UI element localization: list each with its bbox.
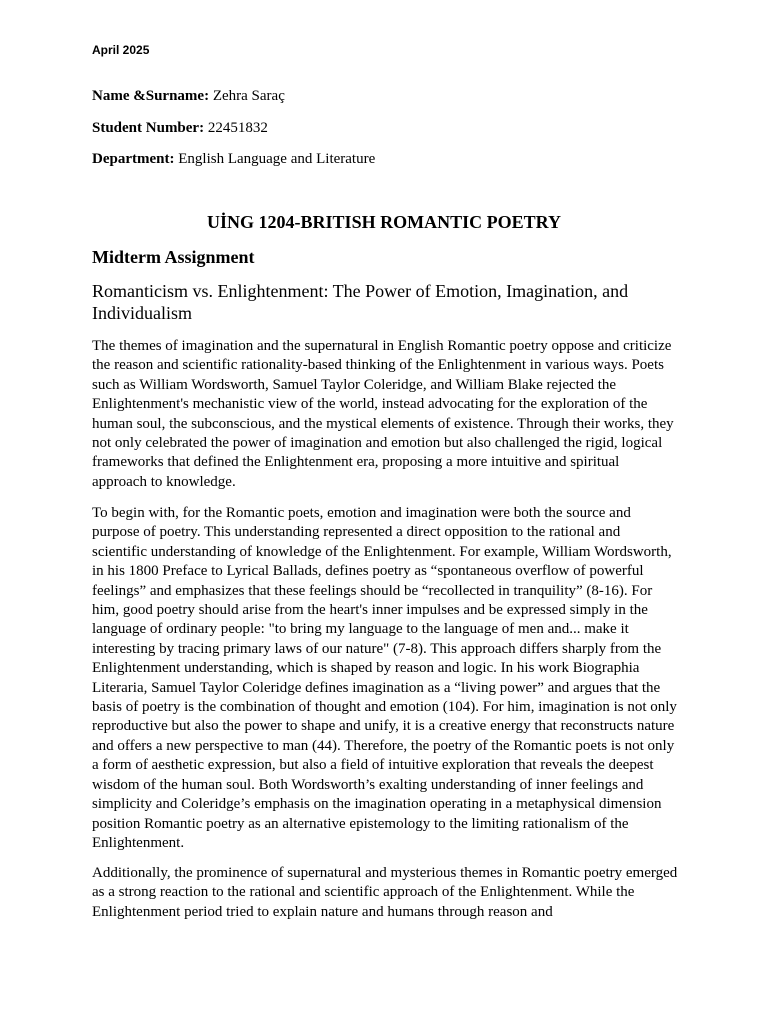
- course-title: UİNG 1204-BRITISH ROMANTIC POETRY: [207, 212, 561, 232]
- student-number-label: Student Number:: [92, 120, 205, 136]
- department-label: Department:: [92, 151, 175, 167]
- paragraph-2: To begin with, for the Romantic poets, emotion and imagination were both the source and purpose of poetry. This understanding represented a direct opposition to the rational and scientific understanding of knowledge of the Enlightenment. For example, William Wordsworth, in his 1800 Preface to Lyrical Ballads, defines poetry as “spontaneous overflow of powerful feelings” and emphasizes that these feelings should be “recollected in tranquility” (8-16). For him, good poetry should arise from the heart's inner impulses and be expressed simply in the language of ordinary people: "to bring my language to the language of men and... make it interesting by tracing primary laws of our nature" (7-8). This approach differs sharply from the Enlightenment understanding, which is shaped by reason and logic. In his work Biographia Literaria, Samuel Taylor Coleridge defines imagination as a “living power” and argues that the basis of poetry is the combination of thought and emotion (104). For him, imagination is not only reproductive but also the power to shape and unify, it is a creative energy that reconstructs nature and offers a new perspective to man (44). Therefore, the poetry of the Romantic poets is not only a form of aesthetic expression, but also a field of intuitive exploration that reveals the deepest wisdom of the human soul. Both Wordsworth’s exalting understanding of inner feelings and simplicity and Coleridge’s emphasis on the imagination operating in a metaphysical dimension position Romantic poetry as an alternative epistemology to the limiting rationalism of the Enlightenment.: [92, 505, 677, 851]
- student-name-label: Name &Surname:: [92, 88, 210, 104]
- student-name-value: Zehra Saraç: [209, 88, 285, 104]
- essay-title: Romanticism vs. Enlightenment: The Power of Emotion, Imagination, and Individualism: [92, 281, 629, 323]
- paragraph-3: Additionally, the prominence of supernatural and mysterious themes in Romantic poetry emerged as a strong reaction to the rational and scientific approach of the Enlightenment. While the Enlightenment period tried to explain nature and humans through reason and: [92, 865, 678, 920]
- document-date: April 2025: [92, 43, 150, 57]
- paragraph-1: The themes of imagination and the supernatural in English Romantic poetry oppose and criticize the reason and scientific rationality-based thinking of the Enlightenment in various ways. Poets such as William Wordsworth, Samuel Taylor Coleridge, and William Blake rejected the Enlightenment's mechanistic view of the world, instead advocating for the exploration of the human soul, the subconscious, and the mystical elements of existence. Through their works, they not only celebrated the power of imagination and emotion but also challenged the rigid, logical frameworks that defined the Enlightenment era, proposing a more intuitive and spiritual approach to knowledge.: [92, 338, 674, 490]
- assignment-heading: Midterm Assignment: [92, 247, 255, 267]
- student-name-line: [92, 87, 285, 105]
- student-number-line: [92, 119, 268, 137]
- department-value: English Language and Literature: [174, 151, 376, 167]
- department-line: [92, 150, 375, 168]
- student-number-value: 22451832: [204, 120, 268, 136]
